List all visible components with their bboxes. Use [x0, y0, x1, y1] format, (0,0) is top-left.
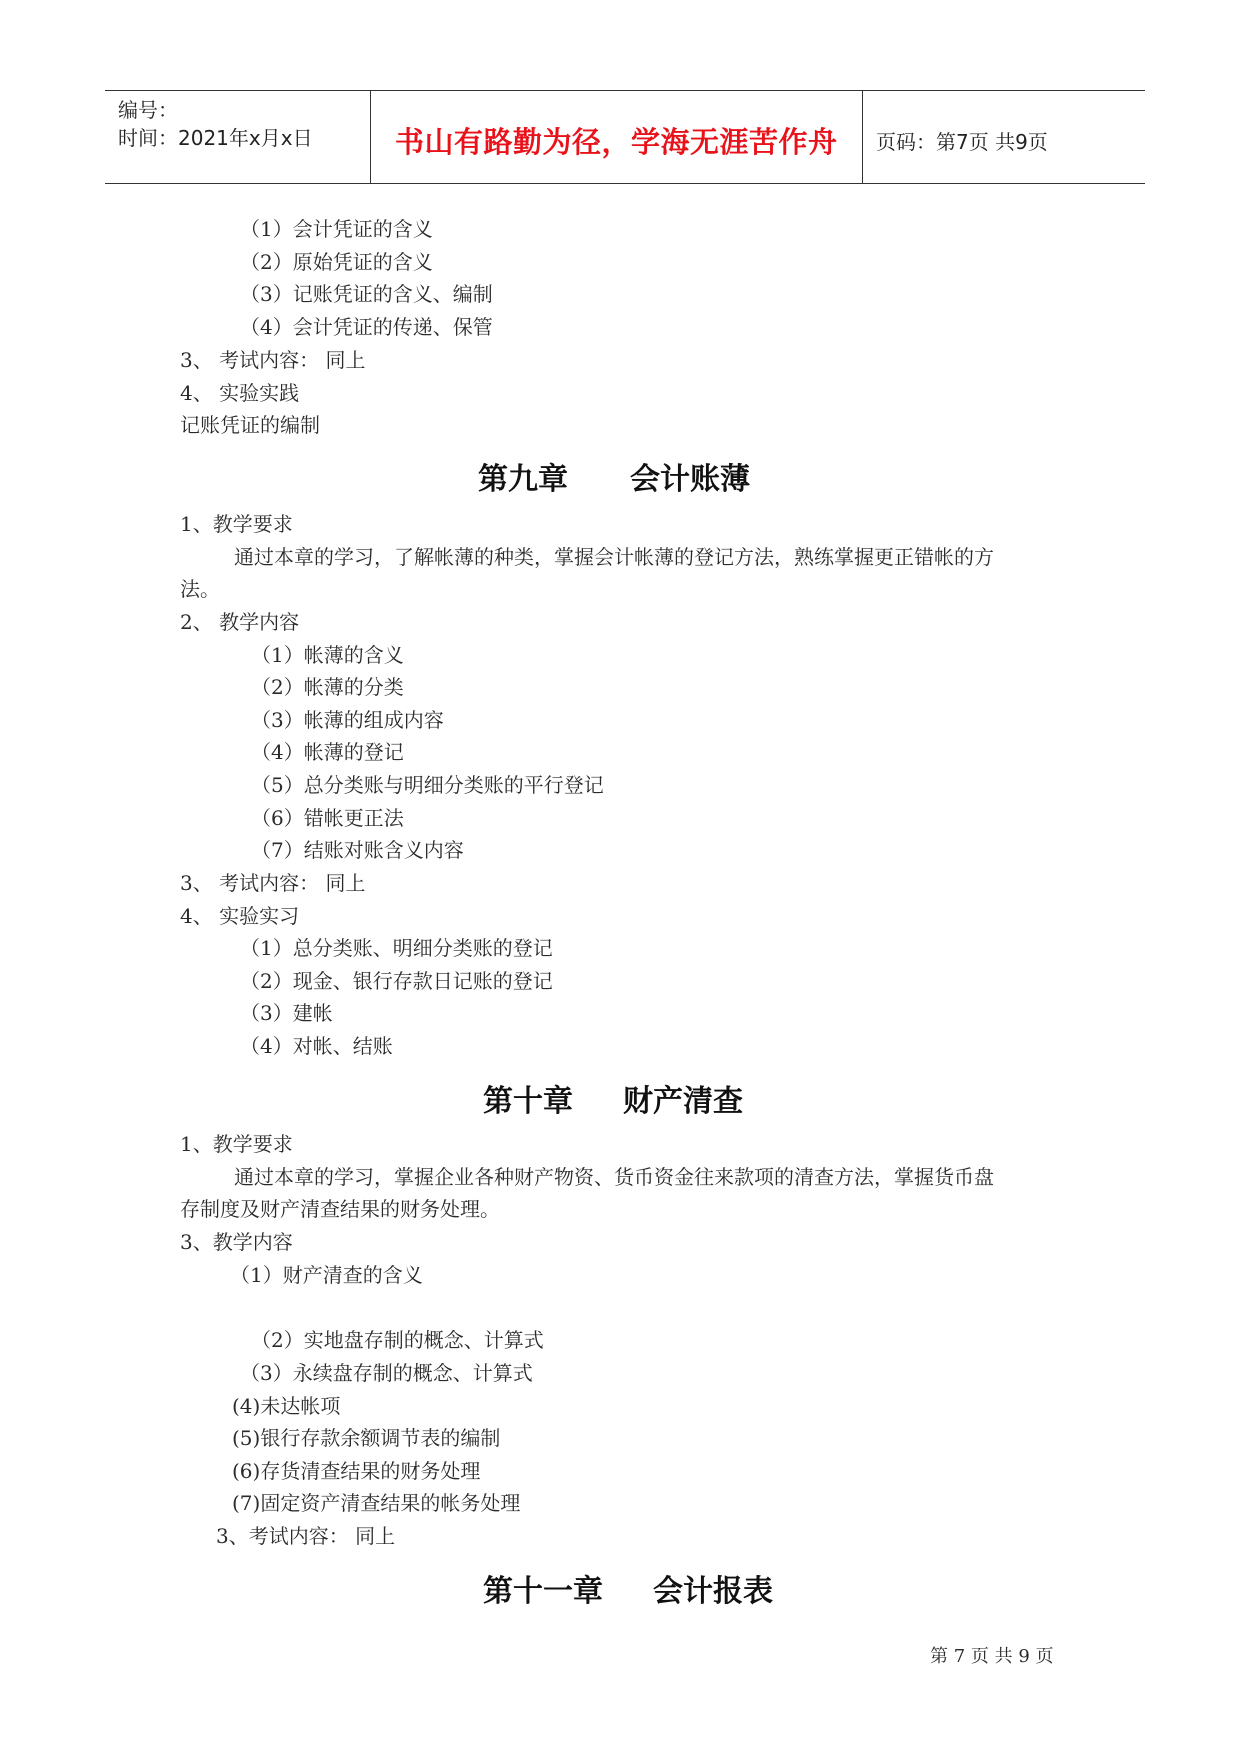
list-item: （4）会计凭证的传递、保管	[240, 315, 493, 339]
list-item: （2）原始凭证的含义	[240, 250, 433, 274]
list-item: （3）建帐	[240, 1001, 333, 1025]
header-divider-left	[370, 90, 371, 183]
header-time-label: 时间：2021年x月x日	[118, 126, 313, 150]
list-item: （4）对帐、结账	[240, 1034, 393, 1058]
chapter-title	[483, 1076, 743, 1120]
paragraph: 记账凭证的编制	[180, 413, 320, 437]
list-item: （1）会计凭证的含义	[240, 217, 433, 241]
chapter-number: 第九章	[478, 462, 568, 497]
paragraph: 通过本章的学习，了解帐薄的种类，掌握会计帐薄的登记方法，熟练掌握更正错帐的方	[234, 545, 994, 569]
section-heading: 2、 教学内容	[180, 610, 300, 634]
section-heading: 1、教学要求	[180, 1132, 293, 1156]
paragraph: 法。	[180, 577, 220, 601]
section-heading: 3、教学内容	[180, 1230, 293, 1254]
chapter-name: 会计报表	[653, 1574, 773, 1609]
list-item: （1）财产清查的含义	[230, 1263, 423, 1287]
list-item: （4）帐薄的登记	[251, 740, 404, 764]
list-item: （5）总分类账与明细分类账的平行登记	[251, 773, 604, 797]
list-item: （2）帐薄的分类	[251, 675, 404, 699]
list-item: (5)银行存款余额调节表的编制	[232, 1426, 501, 1450]
list-item: （3）帐薄的组成内容	[251, 708, 444, 732]
section-heading: 4、 实验实习	[180, 904, 300, 928]
paragraph: 通过本章的学习，掌握企业各种财产物资、货币资金往来款项的清查方法，掌握货币盘	[234, 1165, 994, 1189]
list-item: （6）错帐更正法	[251, 806, 404, 830]
header-divider-right	[862, 90, 863, 183]
list-item: （1）帐薄的含义	[251, 643, 404, 667]
list-item: （1）总分类账、明细分类账的登记	[240, 936, 553, 960]
list-item: (7)固定资产清查结果的帐务处理	[232, 1491, 521, 1515]
list-item: （2）实地盘存制的概念、计算式	[251, 1328, 544, 1352]
paragraph: 存制度及财产清查结果的财务处理。	[180, 1197, 500, 1221]
list-item: （3）永续盘存制的概念、计算式	[240, 1361, 533, 1385]
list-item: （2）现金、银行存款日记账的登记	[240, 969, 553, 993]
chapter-title	[478, 454, 750, 498]
chapter-number: 第十一章	[483, 1574, 603, 1609]
list-item: (6)存货清查结果的财务处理	[232, 1459, 481, 1483]
list-item: (4)未达帐项	[232, 1394, 341, 1418]
chapter-title	[483, 1566, 773, 1610]
section-heading: 3、 考试内容： 同上	[180, 871, 366, 895]
header-page-label: 页码：第7页 共9页	[876, 130, 1048, 154]
chapter-name: 财产清查	[623, 1084, 743, 1119]
header-bottom-rule	[105, 183, 1145, 184]
section-heading: 4、 实验实践	[180, 381, 300, 405]
header-number-label: 编号：	[118, 98, 178, 122]
page-footer: 第 7 页 共 9 页	[930, 1646, 1054, 1667]
header-top-rule	[105, 90, 1145, 91]
section-heading: 1、教学要求	[180, 512, 293, 536]
section-heading: 3、考试内容： 同上	[216, 1524, 396, 1548]
list-item: （7）结账对账含义内容	[251, 838, 464, 862]
chapter-number: 第十章	[483, 1084, 573, 1119]
header-motto: 书山有路勤为径，学海无涯苦作舟	[395, 125, 838, 159]
chapter-name: 会计账薄	[630, 462, 750, 497]
list-item: （3）记账凭证的含义、编制	[240, 282, 493, 306]
section-heading: 3、 考试内容： 同上	[180, 348, 366, 372]
